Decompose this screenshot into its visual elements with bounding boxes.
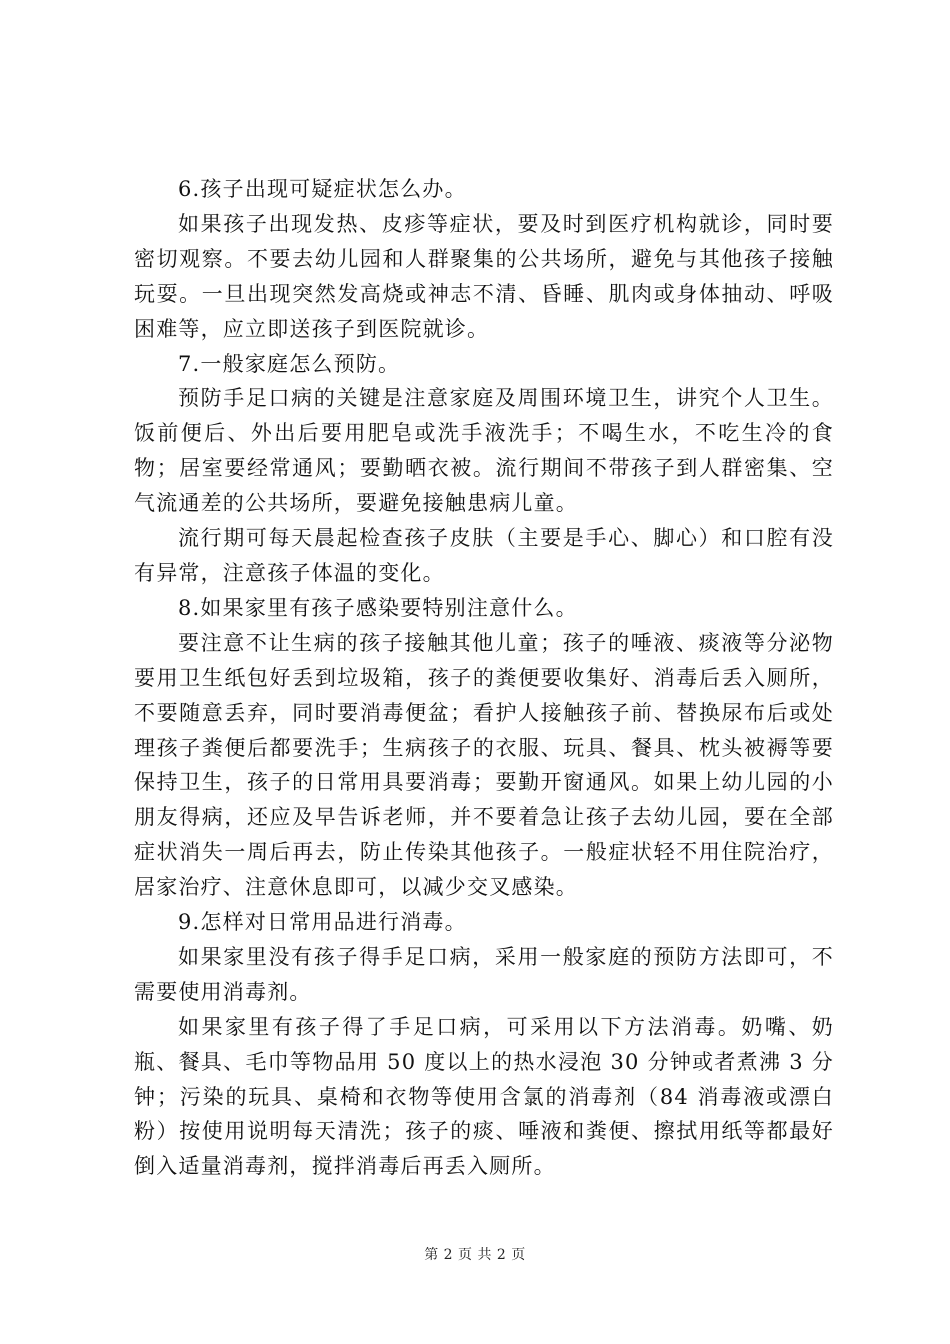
paragraph: 如果家里没有孩子得手足口病，采用一般家庭的预防方法即可，不需要使用消毒剂。 xyxy=(134,944,834,1004)
page-footer: 第 2 页 共 2 页 xyxy=(424,1247,526,1263)
paragraph: 流行期可每天晨起检查孩子皮肤（主要是手心、脚心）和口腔有没有异常，注意孩子体温的变化。 xyxy=(134,526,834,585)
heading-item-6: 6.孩子出现可疑症状怎么办。 xyxy=(178,177,467,201)
heading-item-9: 9.怎样对日常用品进行消毒。 xyxy=(178,910,467,935)
paragraph: 如果孩子出现发热、皮疹等症状，要及时到医疗机构就诊，同时要密切观察。不要去幼儿园和人群聚集的公共场所，避免与其他孩子接触玩耍。一旦出现突然发高烧或神志不清、昏睡、肌肉或身体抽动、呼吸困难等，应立即送孩子到医院就诊。 xyxy=(134,211,834,341)
document-body xyxy=(134,172,834,1184)
paragraph: 如果家里有孩子得了手足口病，可采用以下方法消毒。奶嘴、奶瓶、餐具、毛巾等物品用 50 度以上的热水浸泡 30 分钟或者煮沸 3 分钟；污染的玩具、桌椅和衣物等使用含氯的消毒剂（84 消毒液或漂白粉）按使用说明每天清洗；孩子的痰、唾液和粪便、擦拭用纸等都最好倒入适量消毒剂，搅拌消毒后再丢入厕所。 xyxy=(134,1014,834,1179)
heading-item-7: 7.一般家庭怎么预防。 xyxy=(178,351,401,376)
heading-item-8: 8.如果家里有孩子感染要特别注意什么。 xyxy=(178,595,578,620)
paragraph: 预防手足口病的关键是注意家庭及周围环境卫生，讲究个人卫生。饭前便后、外出后要用肥皂或洗手液洗手；不喝生水，不吃生冷的食物；居室要经常通风；要勤晒衣被。流行期间不带孩子到人群密集、空气流通差的公共场所，要避免接触患病儿童。 xyxy=(134,386,834,516)
paragraph: 要注意不让生病的孩子接触其他儿童；孩子的唾液、痰液等分泌物要用卫生纸包好丢到垃圾箱，孩子的粪便要收集好、消毒后丢入厕所，不要随意丢弃，同时要消毒便盆；看护人接触孩子前、替换尿布后或处理孩子粪便后都要洗手；生病孩子的衣服、玩具、餐具、枕头被褥等要保持卫生，孩子的日常用具要消毒；要勤开窗通风。如果上幼儿园的小朋友得病，还应及早告诉老师，并不要着急让孩子去幼儿园，要在全部症状消失一周后再去，防止传染其他孩子。一般症状轻不用住院治疗，居家治疗、注意休息即可，以减少交叉感染。 xyxy=(134,630,834,900)
